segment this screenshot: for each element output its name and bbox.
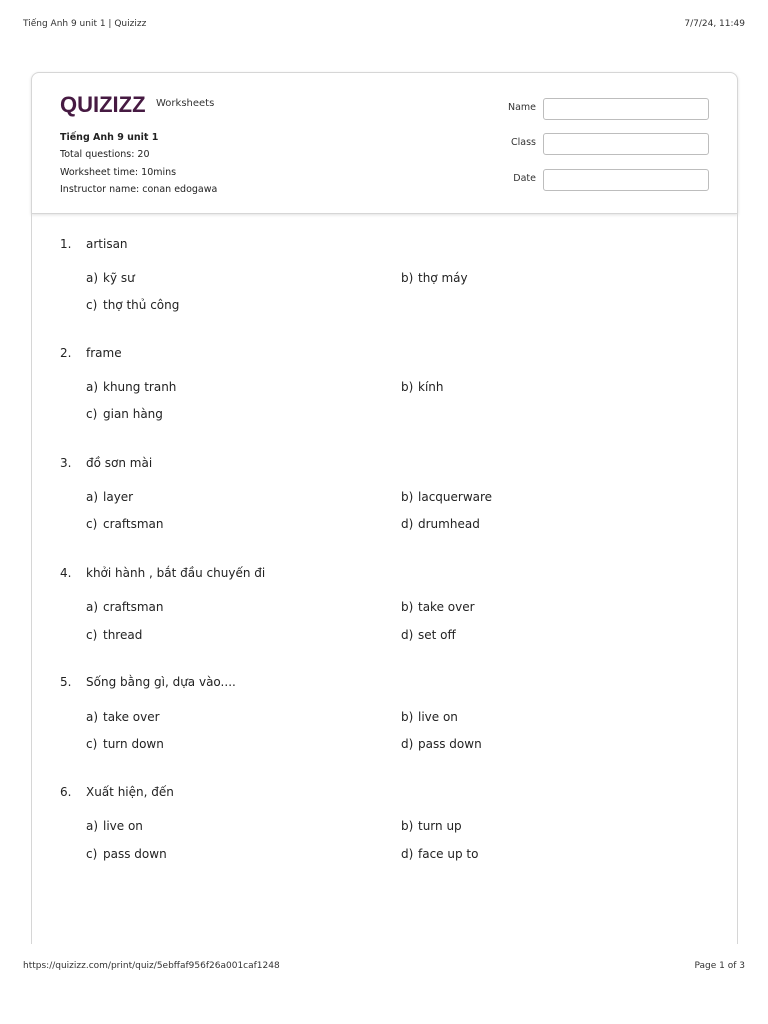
option-letter: b) xyxy=(401,380,414,394)
instructor-name: Instructor name: conan edogawa xyxy=(60,183,218,195)
question-number: 1. xyxy=(60,237,72,251)
option-text: craftsman xyxy=(103,600,164,614)
worksheet-title: Tiếng Anh 9 unit 1 xyxy=(60,132,159,143)
option-text: gian hàng xyxy=(103,407,163,421)
option-text: thread xyxy=(103,628,143,642)
option-b[interactable] xyxy=(401,490,492,504)
option-letter: b) xyxy=(401,819,414,833)
name-field[interactable] xyxy=(543,98,709,120)
option-text: pass down xyxy=(418,737,482,751)
option-text: set off xyxy=(418,628,456,642)
option-letter: d) xyxy=(401,517,414,531)
question-text: khởi hành , bắt đầu chuyến đi xyxy=(86,566,266,580)
question-number: 5. xyxy=(60,675,72,689)
name-field-row xyxy=(502,98,710,120)
option-letter: b) xyxy=(401,710,414,724)
option-letter: c) xyxy=(86,298,98,312)
question-number: 3. xyxy=(60,456,72,470)
option-letter: d) xyxy=(401,628,414,642)
print-header xyxy=(23,19,745,33)
option-text: craftsman xyxy=(103,517,164,531)
option-letter: a) xyxy=(86,271,99,285)
option-letter: c) xyxy=(86,517,98,531)
page-border-left xyxy=(31,214,32,944)
option-c[interactable] xyxy=(86,737,164,751)
question-number: 4. xyxy=(60,566,72,580)
page-number: Page 1 of 3 xyxy=(694,961,745,971)
class-label: Class xyxy=(511,137,536,148)
option-a[interactable] xyxy=(86,819,143,833)
option-letter: c) xyxy=(86,847,98,861)
total-questions: Total questions: 20 xyxy=(60,149,150,161)
option-letter: c) xyxy=(86,628,98,642)
option-a[interactable] xyxy=(86,600,164,614)
option-text: kỹ sư xyxy=(103,271,135,285)
question-number: 6. xyxy=(60,785,72,799)
option-text: layer xyxy=(103,490,134,504)
option-text: khung tranh xyxy=(103,380,177,394)
option-d[interactable] xyxy=(401,628,456,642)
worksheet-time: Worksheet time: 10mins xyxy=(60,166,177,178)
option-a[interactable] xyxy=(86,710,160,724)
option-letter: b) xyxy=(401,271,414,285)
page-border-right xyxy=(737,214,738,944)
option-letter: a) xyxy=(86,710,99,724)
option-a[interactable] xyxy=(86,380,176,394)
option-b[interactable] xyxy=(401,271,468,285)
worksheet-info xyxy=(60,129,217,198)
option-a[interactable] xyxy=(86,490,133,504)
option-text: live on xyxy=(418,710,458,724)
option-letter: d) xyxy=(401,847,414,861)
option-c[interactable] xyxy=(86,517,164,531)
option-text: drumhead xyxy=(418,517,480,531)
question-text: Xuất hiện, đến xyxy=(86,785,174,799)
option-d[interactable] xyxy=(401,847,478,861)
option-text: take over xyxy=(103,710,160,724)
print-header-title: Tiếng Anh 9 unit 1 | Quizizz xyxy=(23,19,147,29)
print-footer-url[interactable]: https://quizizz.com/print/quiz/5ebffaf956f26a001caf1248 xyxy=(23,961,280,971)
option-text: thợ thủ công xyxy=(103,298,180,312)
name-label: Name xyxy=(507,102,536,113)
date-field-row xyxy=(502,169,710,191)
option-text: pass down xyxy=(103,847,167,861)
question-number: 2. xyxy=(60,346,72,360)
option-c[interactable] xyxy=(86,298,179,312)
question-text: artisan xyxy=(86,237,128,251)
option-b[interactable] xyxy=(401,600,475,614)
print-header-datetime: 7/7/24, 11:49 xyxy=(684,19,745,29)
option-text: turn down xyxy=(103,737,164,751)
option-text: take over xyxy=(418,600,475,614)
print-footer xyxy=(23,961,745,975)
option-a[interactable] xyxy=(86,271,135,285)
class-field-row xyxy=(502,133,710,155)
question-text: Sống bằng gì, dựa vào.... xyxy=(86,675,236,689)
question-text: frame xyxy=(86,346,122,360)
option-letter: a) xyxy=(86,380,99,394)
worksheet-header-card xyxy=(31,72,738,214)
option-b[interactable] xyxy=(401,819,462,833)
worksheets-tag: Worksheets xyxy=(156,98,215,109)
option-c[interactable] xyxy=(86,628,142,642)
option-d[interactable] xyxy=(401,737,482,751)
question-text: đồ sơn mài xyxy=(86,456,153,470)
option-letter: d) xyxy=(401,737,414,751)
option-b[interactable] xyxy=(401,710,458,724)
option-text: lacquerware xyxy=(418,490,493,504)
option-text: thợ máy xyxy=(418,271,468,285)
option-d[interactable] xyxy=(401,517,480,531)
option-letter: c) xyxy=(86,737,98,751)
option-text: face up to xyxy=(418,847,479,861)
date-field[interactable] xyxy=(543,169,709,191)
option-letter: a) xyxy=(86,819,99,833)
option-letter: c) xyxy=(86,407,98,421)
class-field[interactable] xyxy=(543,133,709,155)
option-b[interactable] xyxy=(401,380,444,394)
option-letter: a) xyxy=(86,490,99,504)
logo-wordmark: QUIZIZZ xyxy=(60,93,146,117)
option-text: kính xyxy=(418,380,444,394)
option-letter: a) xyxy=(86,600,99,614)
option-letter: b) xyxy=(401,490,414,504)
quizizz-logo xyxy=(60,93,146,117)
option-letter: b) xyxy=(401,600,414,614)
option-text: turn up xyxy=(418,819,462,833)
option-text: live on xyxy=(103,819,143,833)
option-c[interactable] xyxy=(86,847,167,861)
date-label: Date xyxy=(513,173,536,184)
option-c[interactable] xyxy=(86,407,163,421)
